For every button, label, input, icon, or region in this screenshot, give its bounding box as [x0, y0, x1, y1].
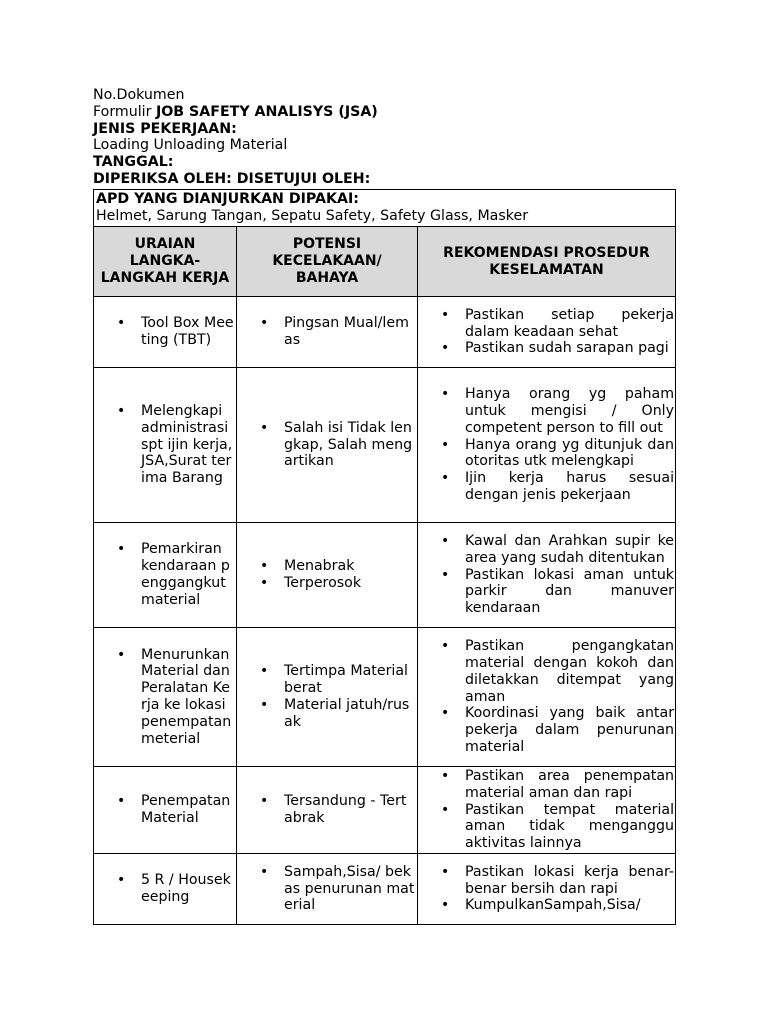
hazard-cell [237, 854, 418, 925]
bullet-list [237, 663, 417, 730]
bullet-list [418, 638, 675, 756]
bullet-list [94, 541, 236, 608]
list-item: • Pastikan sudah sarapan pagi [465, 340, 674, 357]
column-header-hazard: POTENSI KECELAKAAN/ BAHAYA [237, 227, 418, 297]
apd-row [94, 190, 676, 227]
jenis-pekerjaan-label: JENIS PEKERJAAN: [93, 120, 237, 137]
list-item: • Terperosok [284, 575, 415, 592]
list-item: • Pastikan area penempatan material aman dan rapi [465, 768, 674, 802]
table-row [94, 297, 676, 368]
recommendation-cell [418, 368, 676, 523]
step-cell [94, 297, 237, 368]
list-item: • Pastikan setiap pekerja dalam keadaan sehat [465, 307, 674, 341]
form-title: JOB SAFETY ANALISYS (JSA) [155, 103, 378, 120]
bullet-list [94, 872, 236, 906]
list-item: • 5 R / Housekeeping [141, 872, 234, 906]
list-item: • Sampah,Sisa/ bekas penurunan material [284, 864, 415, 914]
column-header-steps: URAIAN LANGKA-LANGKAH KERJA [94, 227, 237, 297]
apd-cell [94, 190, 676, 227]
bullet-list [94, 403, 236, 487]
list-item: • Melengkapi administrasi spt ijin kerja, JSA,Surat terima Barang [141, 403, 234, 487]
formulir-prefix: Formulir [93, 103, 156, 120]
bullet-list [237, 315, 417, 349]
list-item: • Kawal dan Arahkan supir ke area yang sudah ditentukan [465, 533, 674, 567]
formulir-line [93, 104, 683, 121]
list-item: • Salah isi Tidak lengkap, Salah mengartikan [284, 420, 415, 470]
hazard-cell [237, 628, 418, 767]
list-item: • Tool Box Meeting (TBT) [141, 315, 234, 349]
table-row [94, 628, 676, 767]
list-item: • Tertimpa Material berat [284, 663, 415, 697]
list-item: • Penempatan Material [141, 793, 234, 827]
list-item: • Ijin kerja harus sesuai dengan jenis pekerjaan [465, 470, 674, 504]
bullet-list [237, 420, 417, 470]
recommendation-cell [418, 767, 676, 854]
tanggal-label: TANGGAL: [93, 154, 174, 171]
bullet-list [418, 864, 675, 914]
apd-label: APD YANG DIANJURKAN DIPAKAI: [96, 191, 359, 207]
bullet-list [418, 386, 675, 504]
list-item: • Hanya orang yg ditunjuk dan otoritas utk melengkapi [465, 437, 674, 471]
list-item: • Menurunkan Material dan Peralatan Kerja ke lokasi penempatan meterial [141, 647, 234, 748]
list-item: • Koordinasi yang baik antar pekerja dalam penurunan material [465, 705, 674, 755]
jenis-pekerjaan-value: Loading Unloading Material [93, 137, 288, 154]
bullet-list [237, 558, 417, 592]
list-item: • Material jatuh/rusak [284, 697, 415, 731]
table-header-row [94, 227, 676, 297]
bullet-list [94, 647, 236, 748]
recommendation-cell [418, 854, 676, 925]
hazard-cell [237, 523, 418, 628]
bullet-list [418, 768, 675, 852]
bullet-list [418, 307, 675, 357]
list-item: • Pastikan lokasi kerja benar-benar bersih dan rapi [465, 864, 674, 898]
list-item: • Pemarkiran kendaraan penggangkut material [141, 541, 234, 608]
table-row [94, 767, 676, 854]
list-item: • Pastikan lokasi aman untuk parkir dan manuver kendaraan [465, 567, 674, 617]
list-item: • Pastikan pengangkatan material dengan kokoh dan diletakkan ditempat yang aman [465, 638, 674, 705]
table-row [94, 854, 676, 925]
recommendation-cell [418, 628, 676, 767]
step-cell [94, 368, 237, 523]
list-item: • Tersandung - Tertabrak [284, 793, 415, 827]
bullet-list [94, 315, 236, 349]
diperiksa-label: DIPERIKSA OLEH: DISETUJUI OLEH: [93, 170, 371, 187]
step-cell [94, 628, 237, 767]
bullet-list [418, 533, 675, 617]
list-item: • Pastikan tempat material aman tidak menganggu aktivitas lainnya [465, 802, 674, 852]
hazard-cell [237, 767, 418, 854]
hazard-cell [237, 297, 418, 368]
jsa-table [93, 189, 676, 925]
step-cell [94, 767, 237, 854]
column-header-recommendation: REKOMENDASI PROSEDUR KESELAMATAN [418, 227, 676, 297]
table-row [94, 368, 676, 523]
step-cell [94, 854, 237, 925]
bullet-list [237, 864, 417, 914]
list-item: • Menabrak [284, 558, 415, 575]
list-item: • KumpulkanSampah,Sisa/ [465, 897, 674, 914]
apd-value: Helmet, Sarung Tangan, Sepatu Safety, Safety Glass, Masker [96, 207, 529, 224]
no-dokumen: No.Dokumen [93, 87, 185, 103]
list-item: • Hanya orang yg paham untuk mengisi / Only competent person to fill out [465, 386, 674, 436]
hazard-cell [237, 368, 418, 523]
recommendation-cell [418, 297, 676, 368]
table-row [94, 523, 676, 628]
list-item: • Pingsan Mual/lemas [284, 315, 415, 349]
recommendation-cell [418, 523, 676, 628]
step-cell [94, 523, 237, 628]
document-header [93, 87, 683, 188]
bullet-list [94, 793, 236, 827]
bullet-list [237, 793, 417, 827]
